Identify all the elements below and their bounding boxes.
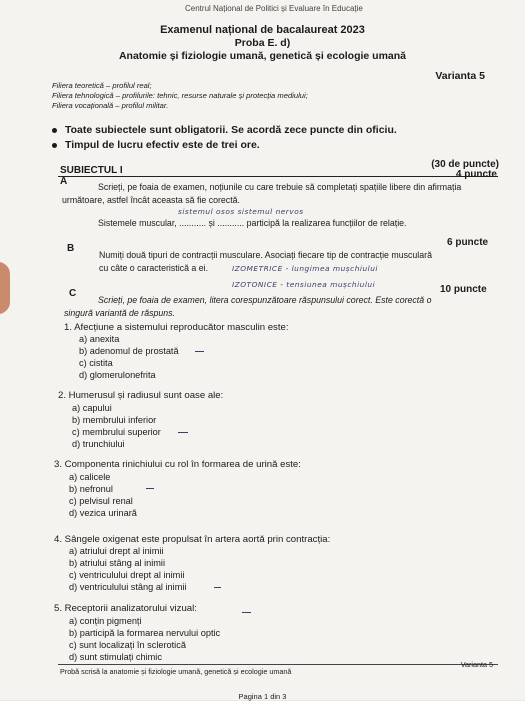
option: a) conțin pigmenți — [69, 616, 142, 626]
pen-mark — [242, 612, 251, 613]
filiera-line: Filiera teoretică – profilul real; — [52, 81, 152, 90]
option: b) adenomul de prostată — [79, 346, 179, 356]
pen-mark — [214, 587, 221, 588]
section-b-points: 6 puncte — [447, 237, 489, 248]
rule-text: Toate subiectele sunt obligatorii. Se acordă zece puncte din oficiu. — [65, 124, 397, 136]
pen-mark — [146, 488, 154, 489]
option: b) membrului inferior — [72, 415, 157, 425]
section-b-instruction: cu câte o caracteristică a ei. — [99, 263, 209, 273]
section-a-instruction: următoare, astfel încât aceasta să fie corectă. — [62, 195, 240, 205]
varianta-label: Varianta 5 — [435, 70, 485, 82]
option: a) atriului drept al inimii — [69, 546, 164, 556]
institution-header: Centrul Național de Politici și Evaluare în Educație — [185, 4, 363, 13]
option: a) capului — [72, 403, 112, 413]
section-a-label: A — [60, 176, 68, 187]
question-3: 3. Componenta rinichiului cu rol în formarea de urină este: — [54, 459, 301, 470]
section-b-instruction: Numiți două tipuri de contracții musculare. Asociați fiecare tip de contracție musculară — [99, 250, 432, 260]
option: c) cistita — [79, 358, 113, 368]
question-4: 4. Sângele oxigenat este propulsat în artera aortă prin contracția: — [54, 534, 331, 545]
option: d) vezica urinară — [69, 508, 137, 518]
option: c) pelvisul renal — [69, 496, 133, 506]
footer-divider — [58, 664, 498, 665]
thumb-in-photo — [0, 262, 10, 314]
question-2: 2. Humerusul și radiusul sunt oase ale: — [58, 390, 224, 401]
option: d) sunt stimulați chimic — [69, 652, 162, 662]
option: c) membrului superior — [72, 427, 161, 437]
handwritten-answer-a: sistemul osos sistemul nervos — [178, 207, 304, 216]
bullet-icon — [52, 143, 57, 148]
section-c-instruction: singură variantă de răspuns. — [64, 308, 176, 318]
pen-mark — [195, 351, 204, 352]
option: b) nefronul — [69, 484, 113, 494]
option: c) sunt localizați în sclerotică — [69, 640, 186, 650]
option: b) participă la formarea nervului optic — [69, 628, 221, 638]
subiect-divider — [58, 176, 498, 177]
option: a) calicele — [69, 472, 111, 482]
section-c-points: 10 puncte — [440, 284, 487, 295]
question-5: 5. Receptorii analizatorului vizual: — [54, 603, 197, 614]
section-b-label: B — [67, 243, 75, 254]
footer-varianta: Varianta 5 — [460, 660, 493, 669]
option: b) atriului stâng al inimii — [69, 558, 165, 568]
section-a-sentence: Sistemele muscular, ........... și ........... participă la realizarea funcțiilor de relație. — [98, 218, 407, 228]
section-a-instruction: Scrieți, pe foaia de examen, noțiunile cu care trebuie să completați spațiile libere din afirmația — [98, 182, 462, 192]
filiera-line: Filiera vocațională – profilul militar. — [52, 101, 169, 110]
option: d) trunchiului — [72, 439, 125, 449]
rule-item — [52, 139, 260, 151]
bullet-icon — [52, 128, 57, 133]
rule-text: Timpul de lucru efectiv este de trei ore. — [65, 139, 260, 151]
option: c) ventriculului drept al inimii — [69, 570, 185, 580]
footer-text: Probă scrisă la anatomie și fiziologie umană, genetică și ecologie umană — [60, 667, 292, 676]
option: a) anexita — [79, 334, 120, 344]
filiera-line: Filiera tehnologică – profilurile: tehnic, resurse naturale și protecția mediului; — [52, 91, 308, 100]
page-number: Pagina 1 din 3 — [238, 692, 287, 701]
option: d) glomerulonefrita — [79, 370, 156, 380]
subiect-title: SUBIECTUL I — [60, 165, 123, 176]
handwritten-answer-b2: IZOTONICE - tensiunea mușchiului — [232, 280, 376, 289]
section-c-instruction: Scrieți, pe foaia de examen, litera corespunzătoare răspunsului corect. Este corectă o — [98, 295, 432, 305]
pen-mark — [178, 432, 188, 433]
subiect-points: (30 de puncte) — [431, 159, 499, 170]
exam-title: Examenul național de bacalaureat 2023 — [160, 24, 365, 36]
option: d) ventriculului stâng al inimii — [69, 582, 187, 592]
section-a-points: 4 puncte — [455, 169, 497, 180]
handwritten-answer-b1: IZOMETRICE - lungimea mușchiului — [232, 264, 378, 273]
exam-proba: Proba E. d) — [234, 37, 291, 49]
section-c-label: C — [69, 288, 77, 299]
question-1: 1. Afecțiune a sistemului reproducător masculin este: — [64, 322, 289, 333]
exam-subject: Anatomie și fiziologie umană, genetică și ecologie umană — [118, 50, 407, 62]
rule-item — [52, 124, 397, 136]
